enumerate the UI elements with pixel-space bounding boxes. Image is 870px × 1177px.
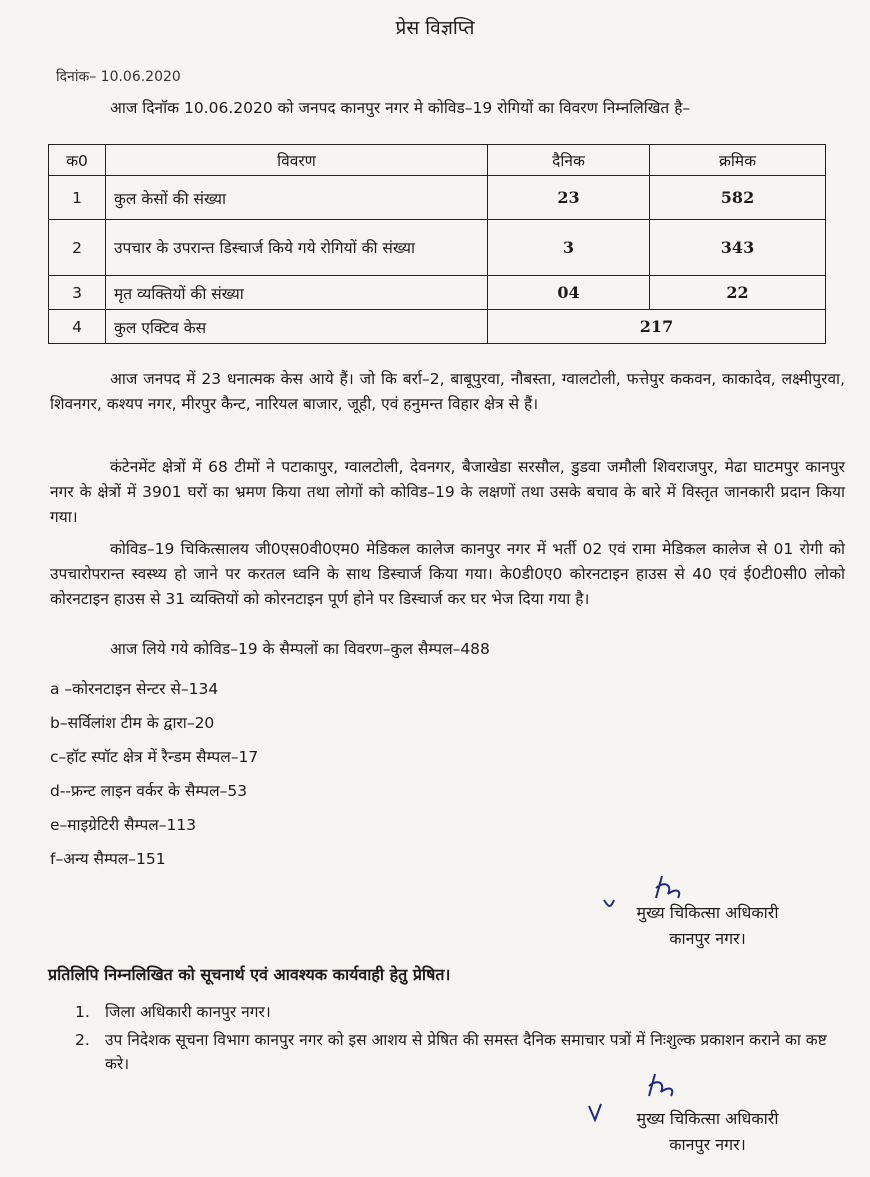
- intro-text: [50, 97, 835, 120]
- signature-place: कानपुर नगर।: [669, 1135, 746, 1154]
- signature-designation: मुख्य चिकित्सा अधिकारी: [636, 903, 779, 922]
- item-number: 2.: [75, 1031, 90, 1049]
- header-cumulative: क्रमिक: [650, 145, 826, 176]
- table-header-row: [49, 145, 826, 176]
- row-sn: 3: [49, 276, 106, 310]
- row-description: मृत व्यक्तियों की संख्या: [106, 276, 488, 310]
- table-row: [49, 276, 826, 310]
- list-item: c–हॉट स्पॉट क्षेत्र में रैन्डम सैम्पल–17: [50, 748, 259, 766]
- list-item: a –कोरनटाइन सेन्टर से–134: [50, 680, 219, 698]
- signature-designation: मुख्य चिकित्सा अधिकारी: [636, 1109, 779, 1128]
- list-item: e–माइग्रेटिरी सैम्पल–113: [50, 816, 197, 834]
- list-item: d--फ्रन्ट लाइन वर्कर के सैम्पल–53: [50, 782, 248, 800]
- row-cumulative: 22: [650, 276, 826, 310]
- paragraph-containment: [50, 455, 845, 530]
- table-row: [49, 220, 826, 276]
- item-number: 1.: [75, 1003, 90, 1021]
- row-sn: 4: [49, 310, 106, 344]
- list-item: f–अन्य सैम्पल–151: [50, 850, 166, 868]
- list-item: [75, 1028, 845, 1076]
- paragraph-text: आज लिये गये कोविड–19 के सैम्पलों का विवरण–कुल सैम्पल–488: [110, 640, 490, 658]
- date-line: दिनांक– 10.06.2020: [56, 69, 181, 85]
- row-daily: 04: [488, 276, 650, 310]
- paragraph-text: आज जनपद में 23 धनात्मक केस आये हैं। जो कि बर्रा–2, बाबूपुरवा, नौबस्ता, ग्वालटोली, फत्तेपुर ककवन, काकादेव, लक्ष्मीपुरवा, शिवनगर, कश्यप नगर, मीरपुर कैन्ट, नारियल बाजार, जूही, एवं हनुमन्त विहार क्षेत्र से हैं।: [50, 370, 845, 413]
- row-description: कुल एक्टिव केस: [106, 310, 488, 344]
- signature-place: कानपुर नगर।: [669, 929, 746, 948]
- paragraph-text: कंटेनमेंट क्षेत्रों में 68 टीमों ने पटाकापुर, ग्वालटोली, देवनगर, बैजाखेडा सरसौल, डुडवा जमौली शिवराजपुर, मेढा घाटमपुर कानपुर नगर के क्षेत्रों में 3901 घरों का भ्रमण किया तथा लोगों को कोविड–19 के लक्षणों तथा उसके बचाव के बारे में विस्तृत जानकारी प्रदान किया गया।: [50, 458, 845, 526]
- list-item: [75, 1000, 845, 1024]
- row-daily: 3: [488, 220, 650, 276]
- list-item: b–सर्विलांश टीम के द्वारा–20: [50, 714, 215, 732]
- paragraph-positive-cases: [50, 367, 845, 417]
- covid-stats-table: [48, 144, 826, 344]
- item-text: जिला अधिकारी कानपुर नगर।: [105, 1003, 271, 1021]
- row-sn: 1: [49, 176, 106, 220]
- table-row-active: [49, 310, 826, 344]
- samples-list: [50, 672, 258, 876]
- paragraph-samples: [50, 637, 845, 662]
- copy-heading: प्रतिलिपि निम्नलिखित को सूचनार्थ एवं आवश्यक कार्यवाही हेतु प्रेषित।: [48, 965, 451, 984]
- row-description: कुल केसों की संख्या: [106, 176, 488, 220]
- signature-block-2: [600, 1106, 815, 1158]
- row-cumulative: 343: [650, 220, 826, 276]
- row-daily: 23: [488, 176, 650, 220]
- row-sn: 2: [49, 220, 106, 276]
- item-text: उप निदेशक सूचना विभाग कानपुर नगर को इस आशय से प्रेषित की समस्त दैनिक समाचार पत्रों में निःशुल्क प्रकाशन कराने का कष्ट करे।: [105, 1031, 827, 1073]
- row-description: उपचार के उपरान्त डिस्चार्ज किये गये रोगियों की संख्या: [106, 220, 488, 276]
- row-cumulative: 582: [650, 176, 826, 220]
- header-daily: दैनिक: [488, 145, 650, 176]
- table-row: [49, 176, 826, 220]
- document-title: प्रेस विज्ञप्ति: [395, 17, 475, 39]
- paragraph-text: कोविड–19 चिकित्सालय जी0एस0वी0एम0 मेडिकल कालेज कानपुर नगर में भर्ती 02 एवं रामा मेडिकल कालेज से 01 रोगी को उपचारोपरान्त स्वस्थ्य हो जाने पर करतल ध्वनि के साथ डिस्चार्ज किया गया। के0डी0ए0 कोरनटाइन हाउस से 40 एवं ई0टी0सी0 लोको कोरनटाइन हाउस से 31 व्यक्तियों को कोरनटाइन पूर्ण होने पर डिस्चार्ज कर घर भेज दिया गया है।: [50, 540, 845, 608]
- paragraph-discharge: [50, 537, 845, 612]
- intro-text-content: आज दिनॉक 10.06.2020 को जनपद कानपुर नगर मे कोविड–19 रोगियों का विवरण निम्नलिखित है–: [110, 99, 691, 117]
- header-sn: क0: [49, 145, 106, 176]
- active-cases-value: 217: [488, 310, 826, 344]
- copy-list: [75, 1000, 845, 1080]
- signature-block: [600, 900, 815, 952]
- header-description: विवरण: [106, 145, 488, 176]
